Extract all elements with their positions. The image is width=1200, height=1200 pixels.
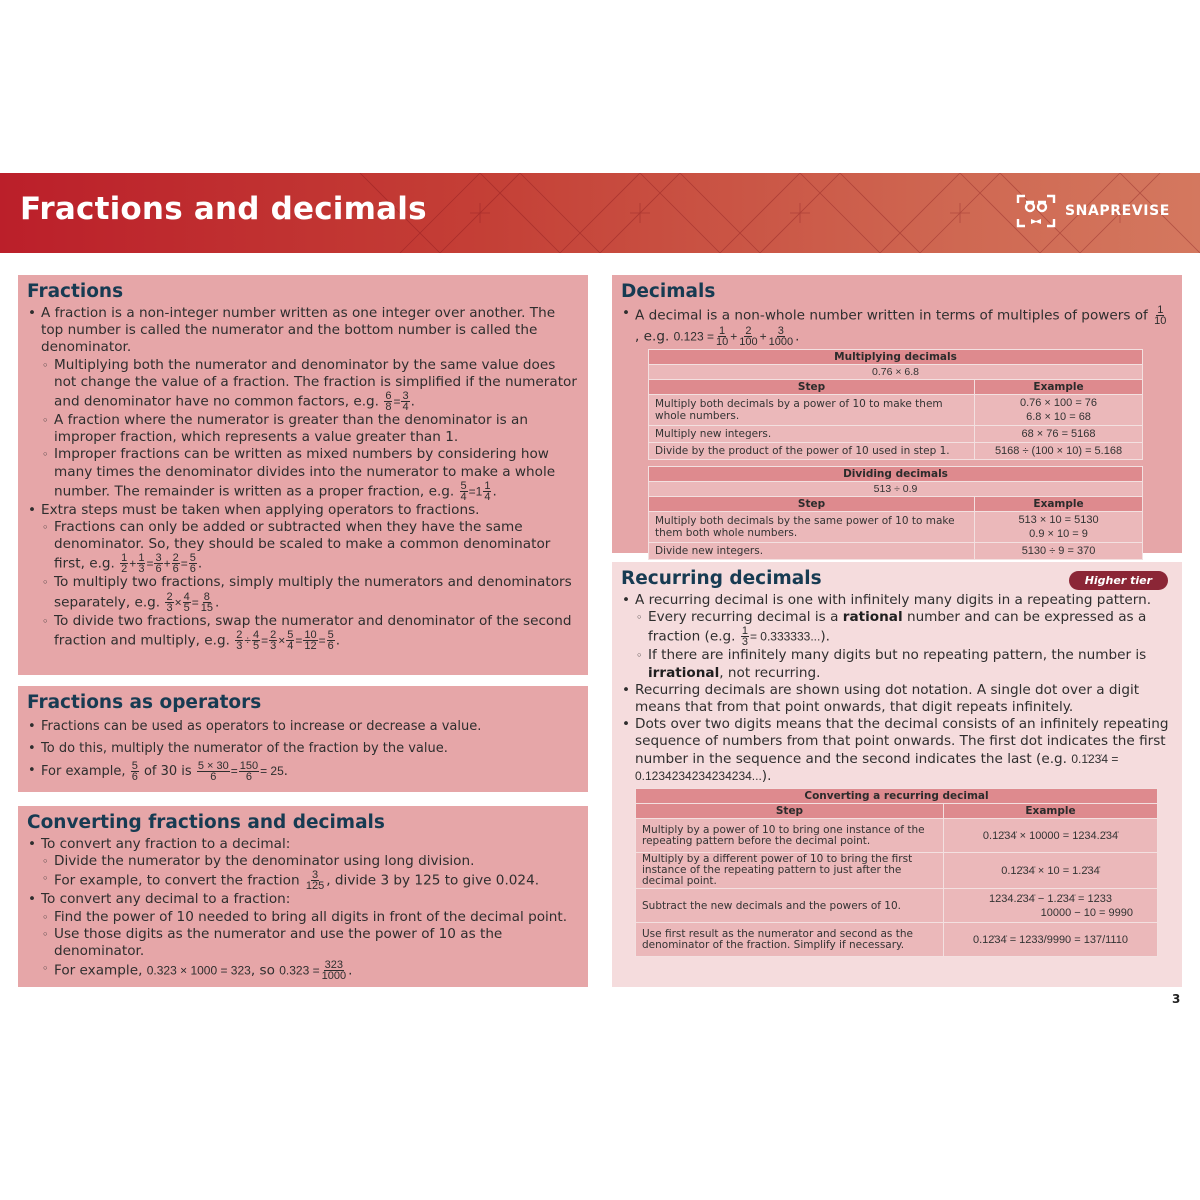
- table-row: [649, 395, 1143, 426]
- bullet-text: For example,: [41, 764, 126, 779]
- step-cell: Divide new integers.: [649, 543, 975, 560]
- bullet-text: Find the power of 10 needed to bring all digits in front of the decimal point.: [54, 908, 568, 925]
- page-title: Fractions and decimals: [20, 191, 427, 227]
- list-item: ◦ Fractions can only be added or subtracted when they have the same denominator. So, they should be scaled to make a common denominator first, e.g. $\frac{1}{2}$ + $\frac{1}{3}$ = $\frac{3}{6}$ + $\frac{2}{6}$ = $\frac{5}{6}$ .: [41, 519, 578, 574]
- list-item: ◦ Every recurring decimal is a rational number and can be expressed as a fraction (e.g. $\frac{1}{3}$ = 0.333333...).: [635, 609, 1172, 647]
- table-title: Dividing decimals: [649, 467, 1143, 482]
- step-cell: Multiply new integers.: [649, 426, 975, 443]
- fraction-1-4: $\frac{1}{4}$: [484, 479, 491, 503]
- list-item: [27, 716, 578, 738]
- bullet-text: Extra steps must be taken when applying operators to fractions.: [41, 501, 480, 518]
- bullet-text: A fraction is a non-integer number written as one integer over another. The top number is called the numerator and the bottom number is called the denominator.: [41, 305, 556, 356]
- step-cell: Subtract the new decimals and the powers of 10.: [636, 889, 944, 923]
- column-header-example: Example: [975, 497, 1143, 512]
- table-row: [649, 543, 1143, 560]
- bullet-text: , not recurring.: [719, 664, 821, 681]
- bullet-text: , so: [250, 962, 275, 979]
- example-cell: 5168 ÷ (100 × 10) = 5.168: [975, 443, 1143, 460]
- bullet-text: For example,: [54, 962, 143, 979]
- example-cell: 0.12̇34̇ × 10 = 1.2̇34̇: [943, 853, 1157, 889]
- list-item: [621, 682, 1172, 716]
- bullet-text: Fractions can only be added or subtracted when they have the same denominator. So, they should be scaled to make a common denominator first, e.g.: [54, 519, 551, 572]
- fraction-5-4: $\frac{5}{4}$: [460, 479, 467, 503]
- list-item: [27, 836, 578, 891]
- table-title: Converting a recurring decimal: [636, 789, 1158, 804]
- fractions-panel: [18, 275, 588, 675]
- list-item: [27, 738, 578, 760]
- bullet-text: ).: [820, 628, 830, 645]
- fraction-6-8: $\frac{6}{8}$: [385, 390, 392, 414]
- bullet-text: Every recurring decimal is a: [648, 609, 839, 626]
- brand-name: SNAPREVISE: [1065, 203, 1170, 219]
- table-row: [649, 426, 1143, 443]
- table-row: [636, 819, 1158, 853]
- bullet-text: Multiplying both the numerator and denominator by the same value does not change the value of a fraction. The fraction is simplified if the numerator and denominator have no common factors, e.g.: [54, 356, 577, 410]
- column-header-example: Example: [975, 380, 1143, 395]
- list-item: [41, 909, 578, 926]
- brand-logo: [1015, 193, 1170, 229]
- keyword-irrational: irrational: [648, 664, 720, 681]
- list-item: [621, 592, 1172, 682]
- column-header-example: Example: [943, 804, 1157, 819]
- table-example: 0.76 × 6.8: [649, 365, 1143, 380]
- table-row: [636, 889, 1158, 923]
- bullet-text: Improper fractions can be written as mixed numbers by considering how many times the denominator divides into the numerator to make a whole number. The remainder is written as a proper fraction, e.g.: [54, 446, 556, 500]
- fractions-heading: Fractions: [27, 281, 124, 302]
- bullet-text: If there are infinitely many digits but no repeating pattern, the number is: [648, 647, 1147, 664]
- bullet-text: To convert any fraction to a decimal:: [41, 836, 291, 852]
- decimals-panel: [612, 275, 1182, 557]
- bullet-text: Fractions can be used as operators to increase or decrease a value.: [41, 719, 482, 734]
- example-cell: 0.76 × 100 = 76 6.8 × 10 = 68: [975, 395, 1143, 426]
- list-item: • For example, $\frac{5}{6}$ of 30 is $\frac{5 \times 30}{6}$ = $\frac{150}{6}$ = 25.: [27, 760, 578, 783]
- bullet-text: To convert any decimal to a fraction:: [41, 891, 291, 908]
- fraction-3-4: $\frac{3}{4}$: [402, 390, 409, 414]
- bullet-text: A fraction where the numerator is greater than the denominator is an improper fraction, which represents a value greater than 1.: [54, 412, 528, 446]
- equation: = 0.333333...: [749, 629, 821, 644]
- example-cell: 0.12̇34̇ × 10000 = 1234.2̇34̇: [943, 819, 1157, 853]
- table-row: [636, 853, 1158, 889]
- example-cell: 5130 ÷ 9 = 370: [975, 543, 1143, 560]
- step-cell: Multiply both decimals by the same power of 10 to make them both whole numbers.: [649, 512, 975, 543]
- bullet-text: For example, to convert the fraction: [54, 872, 300, 889]
- step-cell: Multiply by a different power of 10 to bring the first instance of the repeating pattern to just after the decimal point.: [636, 853, 944, 889]
- recurring-heading: Recurring decimals: [621, 568, 822, 589]
- list-item: [41, 926, 578, 960]
- converting-recurring-table: [635, 788, 1158, 957]
- bullet-text: To multiply two fractions, simply multiply the numerators and denominators separately, e.g.: [54, 574, 572, 611]
- bullet-text: Divide the numerator by the denominator using long division.: [54, 853, 475, 870]
- list-item: • A decimal is a non-whole number written in terms of multiples of powers of $\frac{1}{10}$ , e.g. 0.123 = $\frac{1}{10}$ + $\frac{2}{100}$ + $\frac{3}{1000}$ .: [621, 305, 1172, 347]
- recurring-decimals-panel: [612, 562, 1182, 987]
- column-header-step: Step: [649, 497, 975, 512]
- bullet-text: Recurring decimals are shown using dot notation. A single dot over a digit means that from that point onwards, that digit repeats infinitely.: [635, 681, 1140, 716]
- step-cell: Divide by the product of the power of 10 used in step 1.: [649, 443, 975, 460]
- list-item: [635, 647, 1172, 681]
- bullet-text: , divide 3 by 125 to give 0.024.: [326, 872, 540, 889]
- step-cell: Use first result as the numerator and second as the denominator of the fraction. Simplify if necessary.: [636, 923, 944, 957]
- converting-panel: [18, 806, 588, 987]
- snaprevise-logo-icon: [1015, 193, 1057, 229]
- list-item: ◦ For example, 0.323 × 1000 = 323, so 0.323 = $\frac{323}{1000}$ .: [41, 960, 578, 981]
- list-item: ◦ For example, to convert the fraction $\frac{3}{125}$ , divide 3 by 125 to give 0.024.: [41, 870, 578, 891]
- example-cell: 68 × 76 = 5168: [975, 426, 1143, 443]
- bullet-text: A recurring decimal is one with infinitely many digits in a repeating pattern.: [635, 592, 1152, 608]
- step-cell: Multiply by a power of 10 to bring one instance of the repeating pattern before the decimal point.: [636, 819, 944, 853]
- bullet-text: ).: [761, 767, 772, 784]
- step-cell: Multiply both decimals by a power of 10 to make them whole numbers.: [649, 395, 975, 426]
- bullet-text: of 30 is: [143, 764, 192, 779]
- list-item: [27, 305, 578, 502]
- table-row: [649, 443, 1143, 460]
- multiplying-decimals-table: [648, 349, 1143, 460]
- operators-panel: [18, 686, 588, 792]
- equation: 0.323 × 1000 = 323: [146, 963, 251, 978]
- list-item: [41, 412, 578, 446]
- list-item: [41, 853, 578, 870]
- bullet-text: number and can be expressed as a fraction (e.g.: [648, 609, 1147, 645]
- list-item: ◦ Multiplying both the numerator and denominator by the same value does not change the value of a fraction. The fraction is simplified if the numerator and denominator have no common factors, e.g. $\frac{6}{8}$ = $\frac{3}{4}$ .: [41, 357, 578, 412]
- example-cell: 1234.2̇34̇ − 1.2̇34̇ = 1233 10000 − 10 = 9990: [943, 889, 1157, 923]
- list-item: ◦ Improper fractions can be written as mixed numbers by considering how many times the denominator divides into the numerator to make a whole number. The remainder is written as a proper fraction, e.g. $\frac{5}{4}$ =1 $\frac{1}{4}$ .: [41, 446, 578, 501]
- higher-tier-badge: Higher tier: [1069, 571, 1168, 590]
- table-row: [636, 923, 1158, 957]
- column-header-step: Step: [636, 804, 944, 819]
- bullet-text: To divide two fractions, swap the numerator and denominator of the second fraction and multiply, e.g.: [54, 612, 572, 649]
- bullet-text: Dots over two digits means that the decimal consists of an infinitely repeating sequence of numbers from that point onwards. The first dot indicates the first number in the sequence and the second indicates the last (e.g.: [635, 716, 1169, 767]
- operators-heading: Fractions as operators: [27, 692, 262, 713]
- list-item: ◦ To divide two fractions, swap the numerator and denominator of the second fraction and multiply, e.g. $\frac{2}{3}$ ÷ $\frac{4}{5}$ = $\frac{2}{3}$ × $\frac{5}{4}$ = $\frac{10}{12}$ = $\frac{5}{6}$ .: [41, 613, 578, 651]
- list-item: [621, 716, 1172, 785]
- keyword-rational: rational: [842, 609, 903, 626]
- list-item: [27, 891, 578, 981]
- bullet-text: , e.g.: [635, 328, 670, 345]
- table-row: [649, 512, 1143, 543]
- dividing-decimals-table: [648, 466, 1143, 560]
- equation: 0.1̇23̇4 = 0.1234234234234234...: [635, 751, 1119, 783]
- example-cell: 513 × 10 = 5130 0.9 × 10 = 9: [975, 512, 1143, 543]
- bullet-text: To do this, multiply the numerator of the fraction by the value.: [41, 741, 448, 756]
- list-item: [27, 502, 578, 651]
- table-example: 513 ÷ 0.9: [649, 482, 1143, 497]
- table-title: Multiplying decimals: [649, 350, 1143, 365]
- decimals-heading: Decimals: [621, 281, 716, 302]
- bullet-text: A decimal is a non-whole number written in terms of multiples of powers of: [635, 307, 1148, 324]
- bullet-text: Use those digits as the numerator and use the power of 10 as the denominator.: [54, 925, 503, 960]
- column-header-step: Step: [649, 380, 975, 395]
- converting-heading: Converting fractions and decimals: [27, 812, 385, 833]
- list-item: ◦ To multiply two fractions, simply multiply the numerators and denominators separately, e.g. $\frac{2}{3}$ × $\frac{4}{5}$ = $\frac{8}{15}$ .: [41, 574, 578, 612]
- example-cell: 0.12̇34̇ = 1233/9990 = 137/1110: [943, 923, 1157, 957]
- page-number: 3: [1172, 992, 1181, 1006]
